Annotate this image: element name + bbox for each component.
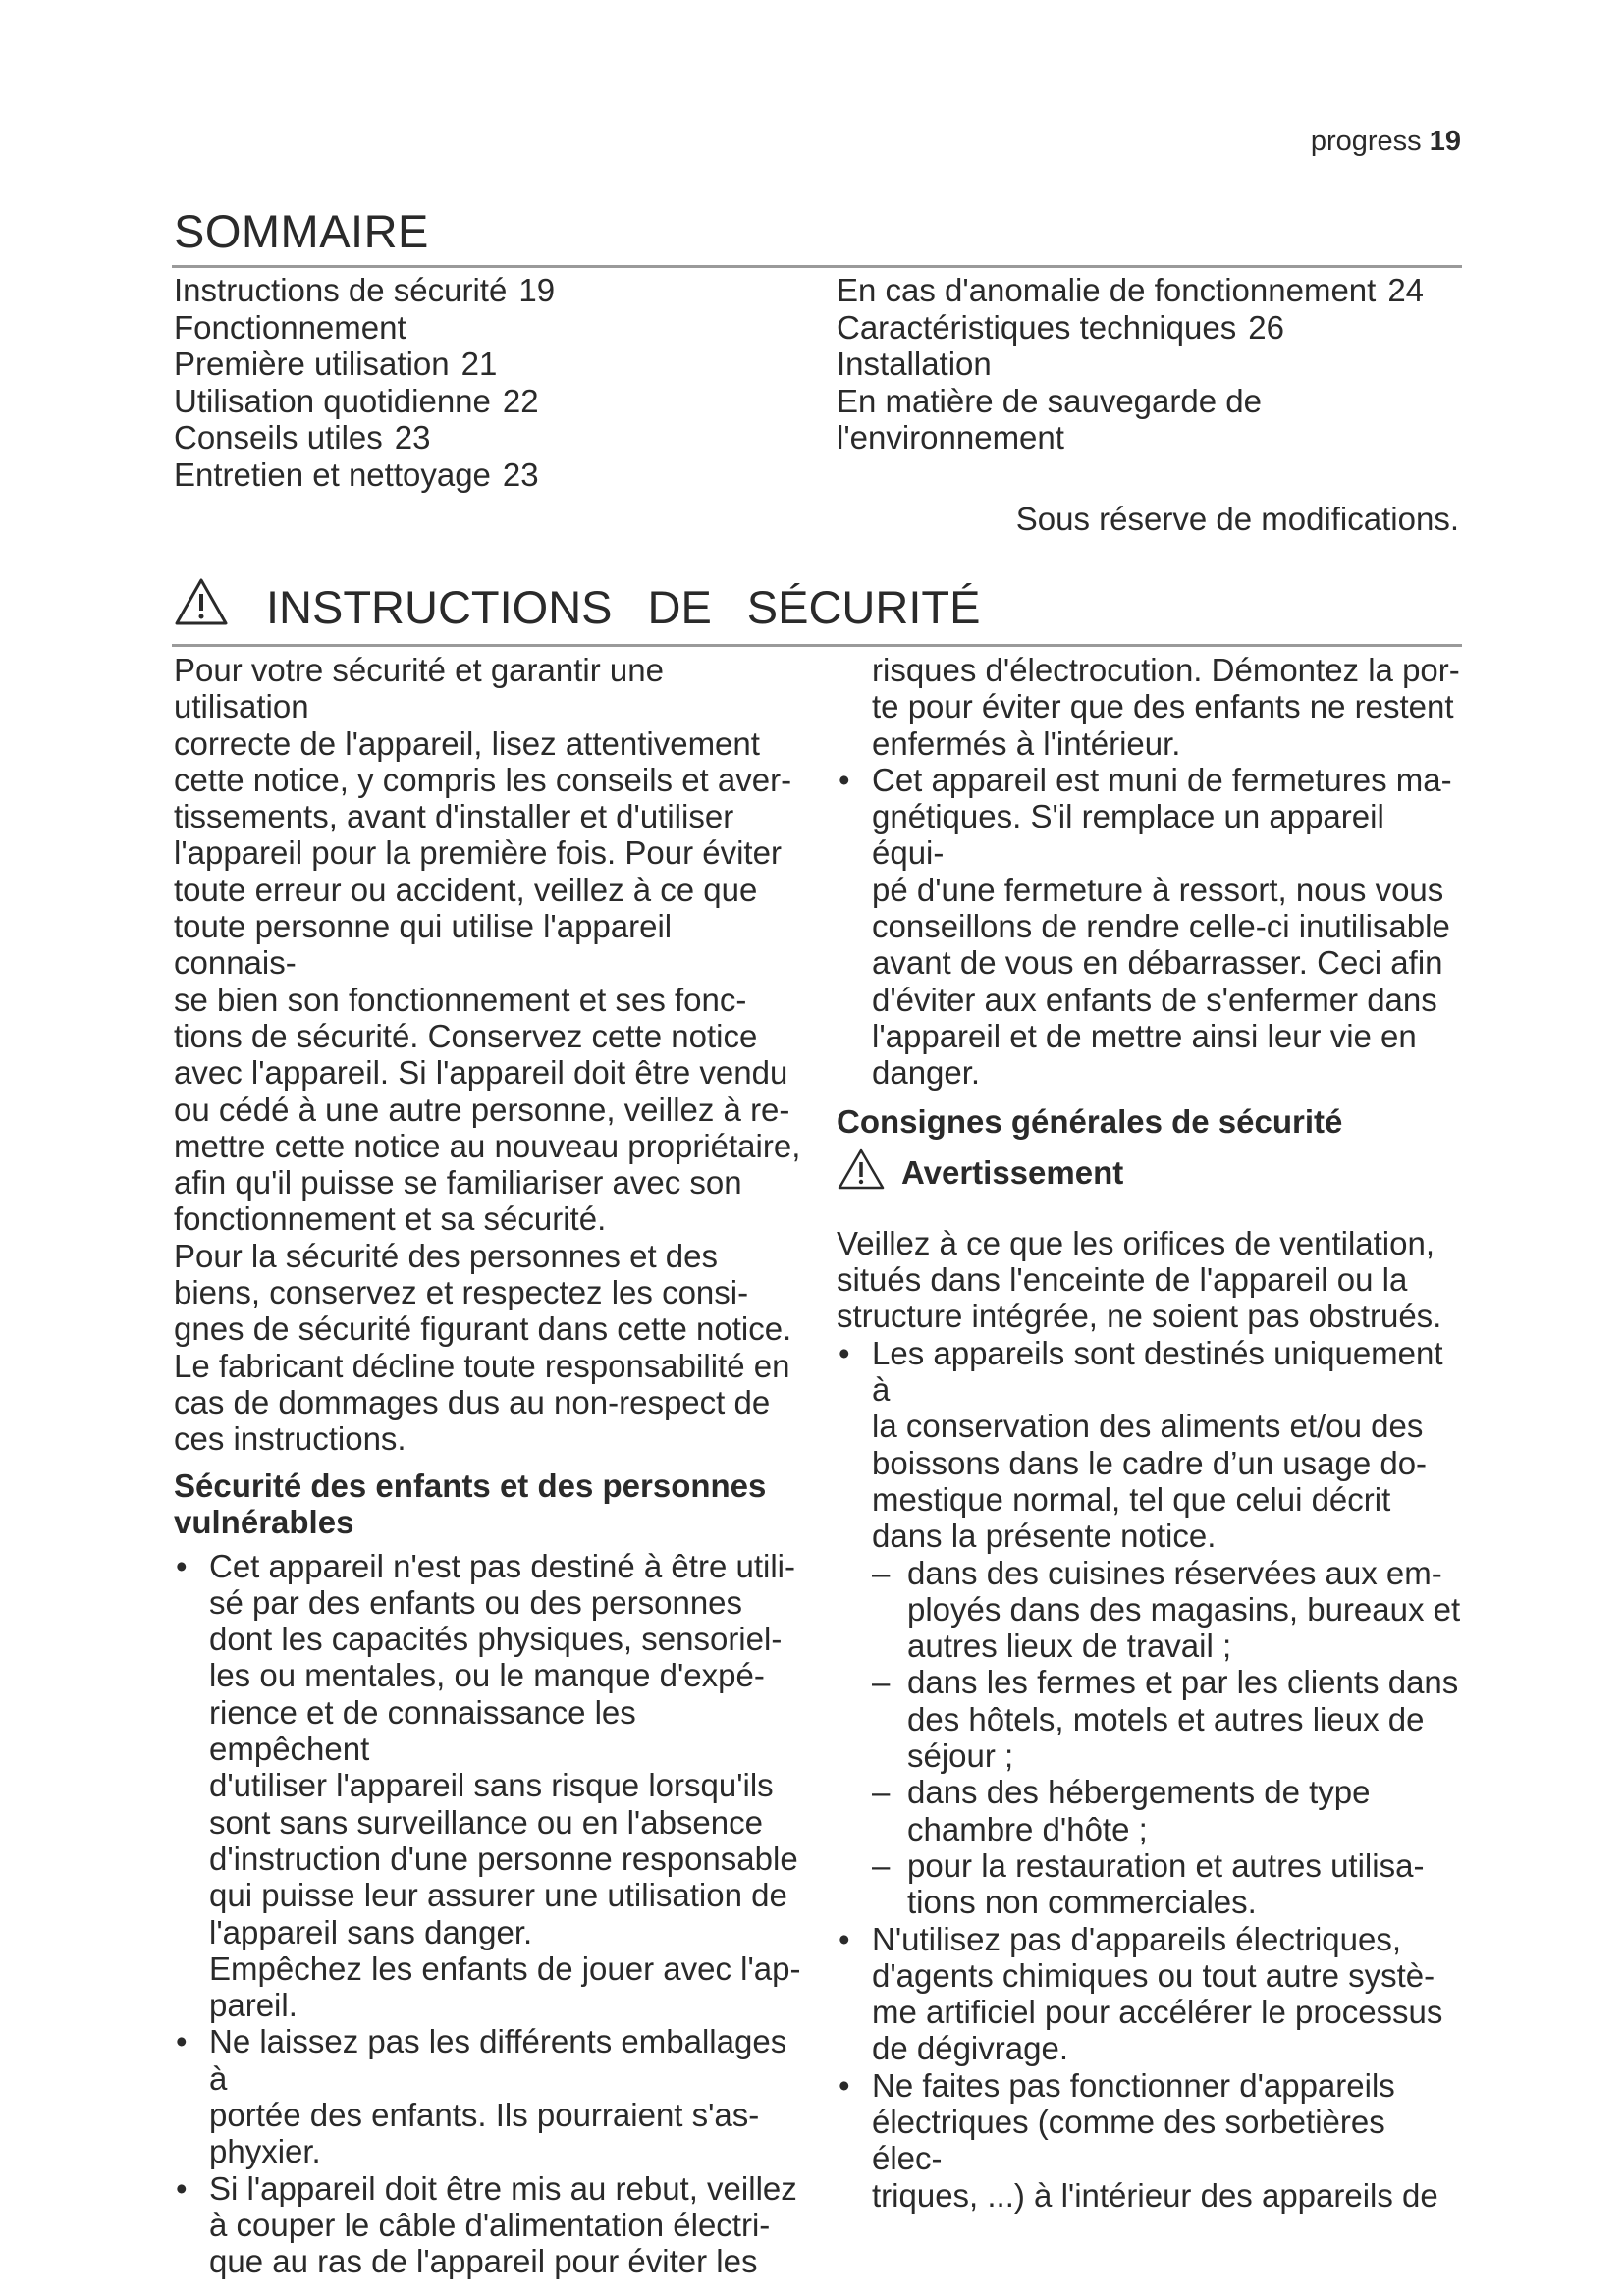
- toc-entry-label: En cas d'anomalie de fonctionnement: [837, 272, 1377, 308]
- dash-marker: –: [872, 1846, 891, 1884]
- page-header: [0, 126, 1461, 158]
- text-line: l'appareil pour la première fois. Pour éviter: [174, 834, 782, 872]
- bullet-marker: •: [839, 1920, 850, 1957]
- safety-title-word: DE: [647, 581, 712, 633]
- toc-entry[interactable]: [174, 456, 783, 494]
- warning-triangle-icon: [174, 577, 229, 637]
- bullet-item: [174, 2170, 802, 2280]
- text-line: que au ras de l'appareil pour éviter les: [209, 2243, 758, 2280]
- text-line: Cet appareil est muni de fermetures ma-: [872, 761, 1452, 798]
- toc-entry[interactable]: [174, 419, 783, 456]
- toc-entry-label: Caractéristiques techniques: [837, 308, 1237, 346]
- text-line: tions de sécurité. Conservez cette notice: [174, 1017, 758, 1054]
- text-line: risques d'électrocution. Démontez la por-: [872, 652, 1460, 688]
- toc-right-column: [837, 272, 1465, 456]
- text-line: Cet appareil n'est pas destiné à être utili-: [209, 1547, 795, 1584]
- text-line: d'utiliser l'appareil sans risque lorsqu'ils: [209, 1767, 774, 1804]
- warning-triangle-icon: [837, 1148, 886, 1198]
- toc-entry-page: 26: [1248, 308, 1284, 346]
- text-line: rience et de connaissance les empêchent: [209, 1693, 636, 1768]
- text-line: tions non commerciales.: [907, 1884, 1257, 1921]
- bullet-marker: •: [839, 761, 850, 798]
- text-line: ployés dans des magasins, bureaux et: [907, 1590, 1461, 1628]
- toc-entry-label: Instructions de sécurité: [174, 272, 508, 308]
- text-line: pour la restauration et autres utilisa-: [907, 1846, 1425, 1884]
- toc-entry[interactable]: [174, 383, 783, 420]
- safety-title-word: SÉCURITÉ: [746, 581, 981, 633]
- text-line: Veillez à ce que les orifices de ventilation,: [837, 1224, 1435, 1261]
- text-line: d'éviter aux enfants de s'enfermer dans: [872, 981, 1437, 1018]
- toc-entry-label: Utilisation quotidienne: [174, 382, 491, 419]
- bullet-marker: •: [839, 1334, 850, 1371]
- bullet-continuation: [837, 652, 1463, 762]
- text-line: me artificiel pour accélérer le processus: [872, 1994, 1443, 2031]
- intro-paragraph: [174, 652, 802, 1238]
- responsibility-paragraph: [174, 1238, 802, 1458]
- text-line: dont les capacités physiques, sensoriel-: [209, 1621, 783, 1658]
- text-line: Ne faites pas fonctionner d'appareils: [872, 2066, 1395, 2104]
- text-line: ces instructions.: [174, 1420, 406, 1458]
- text-line: fonctionnement et sa sécurité.: [174, 1201, 607, 1238]
- toc-left-column: [174, 272, 783, 493]
- text-line: dans la présente notice.: [872, 1518, 1217, 1555]
- text-line: dans des hébergements de type: [907, 1774, 1371, 1811]
- text-line: séjour ;: [907, 1737, 1014, 1775]
- text-line: afin qu'il puisse se familiariser avec son: [174, 1164, 742, 1201]
- heading-line: vulnérables: [174, 1503, 354, 1540]
- text-line: des hôtels, motels et autres lieux de: [907, 1700, 1425, 1737]
- text-line: chambre d'hôte ;: [907, 1810, 1148, 1847]
- toc-entry-label: Installation: [837, 346, 992, 382]
- text-line: de dégivrage.: [872, 2030, 1068, 2067]
- toc-divider: [172, 265, 1462, 268]
- right-text-column: [837, 652, 1463, 2214]
- toc-entry[interactable]: [837, 309, 1465, 347]
- text-line: situés dans l'enceinte de l'appareil ou la: [837, 1261, 1408, 1299]
- text-line: phyxier.: [209, 2133, 321, 2170]
- page-number: 19: [1429, 126, 1461, 157]
- text-line: portée des enfants. Ils pourraient s'as-: [209, 2096, 760, 2133]
- text-line: biens, conservez et respectez les consi-: [174, 1274, 749, 1311]
- toc-entry[interactable]: [837, 346, 1465, 383]
- text-line: triques, ...) à l'intérieur des appareils de: [872, 2176, 1438, 2214]
- toc-entry-label: Conseils utiles: [174, 419, 383, 455]
- text-line: l'appareil sans danger.: [209, 1913, 533, 1950]
- children-safety-heading: [174, 1468, 802, 1540]
- text-line: qui puisse leur assurer une utilisation de: [209, 1877, 787, 1914]
- text-line: cas de dommages dus au non-respect de: [174, 1383, 771, 1420]
- bullet-item: [837, 762, 1463, 1092]
- text-line: enfermés à l'intérieur.: [872, 724, 1181, 762]
- bullet-item: [837, 1335, 1463, 1555]
- text-line: te pour éviter que des enfants ne restent: [872, 688, 1454, 725]
- modifications-note: Sous réserve de modifications.: [1015, 501, 1459, 537]
- text-line: l'appareil et de mettre ainsi leur vie en: [872, 1017, 1417, 1054]
- text-line: correcte de l'appareil, lisez attentivement: [174, 724, 760, 762]
- toc-entry[interactable]: [837, 419, 1465, 456]
- text-line: Empêchez les enfants de jouer avec l'ap-: [209, 1949, 801, 1987]
- text-line: à couper le câble d'alimentation électri-: [209, 2206, 771, 2243]
- bullet-item: [174, 1548, 802, 2024]
- bullet-item: [174, 2023, 802, 2169]
- text-line: gnes de sécurité figurant dans cette notice.: [174, 1310, 792, 1348]
- text-line: sont sans surveillance ou en l'absence: [209, 1803, 763, 1841]
- toc-entry-page: 19: [518, 272, 556, 308]
- toc-entry[interactable]: [174, 272, 783, 309]
- text-line: mestique normal, tel que celui décrit: [872, 1480, 1391, 1518]
- text-line: boissons dans le cadre d’un usage do-: [872, 1444, 1428, 1481]
- toc-entry-page: 23: [502, 455, 539, 493]
- text-line: Si l'appareil doit être mis au rebut, veillez: [209, 2169, 797, 2207]
- bullet-marker: •: [176, 1547, 188, 1584]
- safety-section-title: [174, 577, 980, 637]
- dash-item: [837, 1664, 1463, 1774]
- ventilation-paragraph: [837, 1225, 1463, 1335]
- text-line: la conservation des aliments et/ou des: [872, 1408, 1424, 1445]
- text-line: gnétiques. S'il remplace un appareil équi-: [872, 798, 1384, 872]
- text-line: électriques (comme des sorbetières élec-: [872, 2103, 1385, 2177]
- text-line: Le fabricant décline toute responsabilité en: [174, 1347, 790, 1384]
- bullet-item: [837, 2067, 1463, 2214]
- left-text-column: [174, 652, 802, 2279]
- toc-entry[interactable]: [837, 383, 1465, 420]
- text-line: danger.: [872, 1054, 981, 1092]
- warning-block: [837, 1148, 1463, 1198]
- text-line: Ne laissez pas les différents emballages à: [209, 2023, 787, 2097]
- text-line: Les appareils sont destinés uniquement à: [872, 1334, 1443, 1409]
- toc-entry-page: 21: [460, 346, 498, 382]
- text-line: structure intégrée, ne soient pas obstrués.: [837, 1298, 1442, 1335]
- dash-marker: –: [872, 1554, 891, 1591]
- text-line: avec l'appareil. Si l'appareil doit être vendu: [174, 1054, 788, 1092]
- text-line: dans des cuisines réservées aux em-: [907, 1554, 1442, 1591]
- text-line: Pour la sécurité des personnes et des: [174, 1237, 718, 1274]
- dash-marker: –: [872, 1774, 891, 1811]
- text-line: pé d'une fermeture à ressort, nous vous: [872, 871, 1444, 908]
- text-line: cette notice, y compris les conseils et aver-: [174, 761, 792, 798]
- bullet-marker: •: [176, 2023, 188, 2060]
- text-line: dans les fermes et par les clients dans: [907, 1664, 1459, 1701]
- text-line: les ou mentales, ou le manque d'expé-: [209, 1657, 765, 1694]
- safety-divider: [172, 644, 1462, 647]
- text-line: avant de vous en débarrasser. Ceci afin: [872, 944, 1443, 982]
- text-line: conseillons de rendre celle-ci inutilisable: [872, 908, 1450, 945]
- toc-title: SOMMAIRE: [174, 205, 429, 257]
- toc-entry[interactable]: [174, 346, 783, 383]
- dash-item: [837, 1774, 1463, 1847]
- dash-item: [837, 1847, 1463, 1921]
- text-line: toute personne qui utilise l'appareil connais-: [174, 908, 673, 982]
- bullet-marker: •: [839, 2066, 850, 2104]
- safety-title-word: INSTRUCTIONS: [266, 581, 613, 633]
- toc-entry-label: En matière de sauvegarde de: [837, 382, 1262, 419]
- text-line: mettre cette notice au nouveau propriétaire,: [174, 1127, 801, 1164]
- text-line: sé par des enfants ou des personnes: [209, 1583, 743, 1621]
- toc-entry[interactable]: [837, 272, 1465, 309]
- text-line: tissements, avant d'installer et d'utiliser: [174, 798, 734, 835]
- bullet-marker: •: [176, 2169, 188, 2207]
- toc-entry-label: Entretien et nettoyage: [174, 455, 491, 493]
- text-line: pareil.: [209, 1987, 298, 2024]
- toc-entry-label: Fonctionnement: [174, 308, 406, 346]
- text-line: d'agents chimiques ou tout autre systè-: [872, 1956, 1435, 1994]
- toc-entry-page: 24: [1387, 272, 1425, 308]
- toc-entry-label: l'environnement: [837, 419, 1064, 455]
- text-line: ou cédé à une autre personne, veillez à re-: [174, 1091, 790, 1128]
- toc-entry-label: Première utilisation: [174, 346, 450, 382]
- toc-entry-page: 23: [394, 419, 431, 455]
- text-line: d'instruction d'une personne responsable: [209, 1840, 798, 1877]
- text-line: autres lieux de travail ;: [907, 1628, 1232, 1665]
- bullet-item: [837, 1921, 1463, 2067]
- dash-marker: –: [872, 1664, 891, 1701]
- text-line: N'utilisez pas d'appareils électriques,: [872, 1920, 1402, 1957]
- toc-entry[interactable]: [174, 309, 783, 347]
- warning-label: Avertissement: [901, 1153, 1124, 1191]
- dash-item: [837, 1555, 1463, 1665]
- text-line: Pour votre sécurité et garantir une utilisation: [174, 652, 664, 725]
- toc-entry-page: 22: [502, 382, 539, 419]
- text-line: toute erreur ou accident, veillez à ce que: [174, 871, 758, 908]
- brand-name: progress: [1310, 126, 1422, 157]
- general-safety-heading: Consignes générales de sécurité: [837, 1102, 1343, 1140]
- heading-line: Sécurité des enfants et des personnes: [174, 1467, 767, 1504]
- text-line: se bien son fonctionnement et ses fonc-: [174, 981, 747, 1018]
